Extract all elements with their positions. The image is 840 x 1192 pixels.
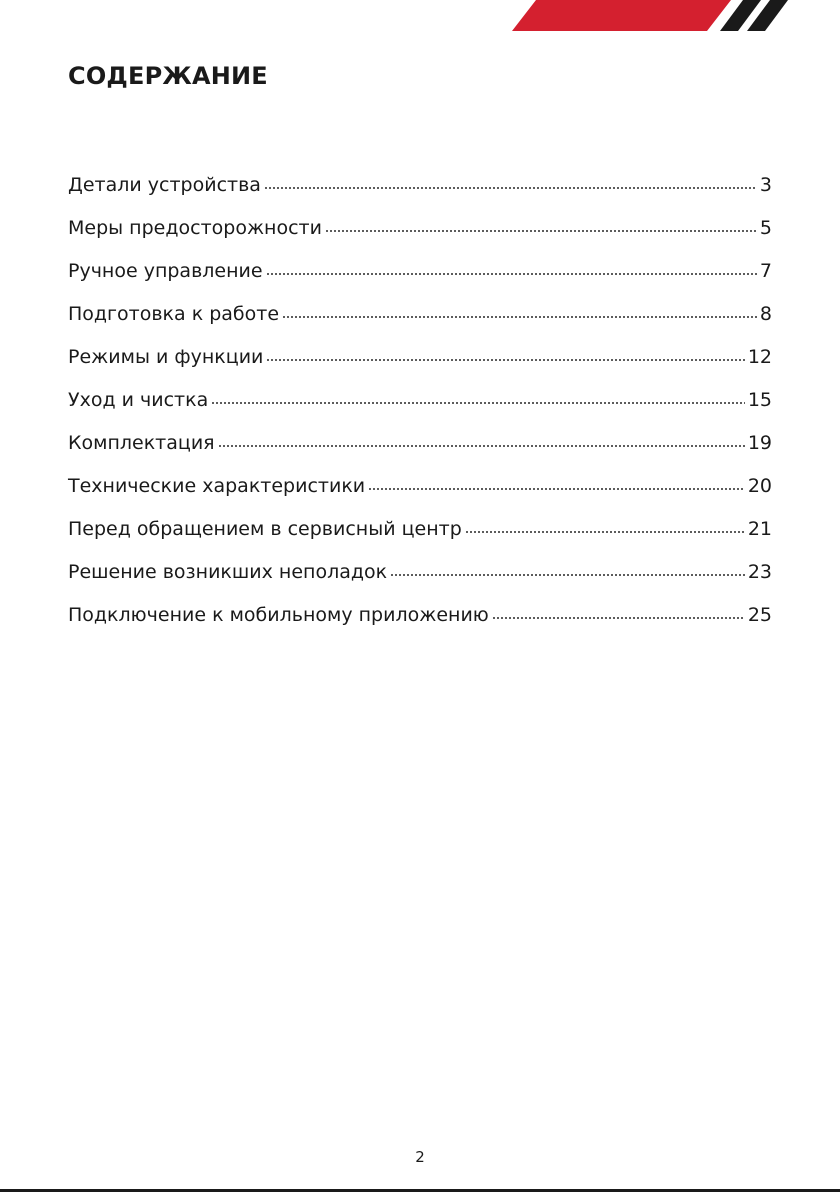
toc-entry-label: Подготовка к работе: [68, 303, 280, 325]
toc-dot-leader: [492, 615, 745, 621]
toc-entry-page: 3: [759, 174, 772, 196]
toc-entry-label: Детали устройства: [68, 174, 261, 196]
toc-dot-leader: [282, 314, 757, 320]
corner-stripes-decoration: [0, 0, 840, 40]
table-of-contents: [68, 164, 772, 637]
page-number: 2: [415, 1148, 425, 1166]
toc-dot-leader: [390, 572, 745, 578]
toc-entry-label: Режимы и функции: [68, 346, 264, 368]
toc-dot-leader: [211, 400, 745, 406]
toc-entry: [68, 508, 772, 551]
toc-entry: [68, 465, 772, 508]
toc-entry: [68, 594, 772, 637]
toc-entry-page: 12: [747, 346, 772, 368]
toc-entry: [68, 250, 772, 293]
toc-entry: [68, 293, 772, 336]
toc-entry: [68, 164, 772, 207]
toc-entry-page: 21: [747, 518, 772, 540]
toc-entry-page: 20: [747, 475, 772, 497]
toc-dot-leader: [266, 357, 744, 363]
toc-entry-page: 8: [759, 303, 772, 325]
toc-entry: [68, 422, 772, 465]
toc-entry-label: Подключение к мобильному приложению: [68, 604, 489, 626]
toc-dot-leader: [325, 228, 757, 234]
toc-entry: [68, 336, 772, 379]
toc-entry-label: Решение возникших неполадок: [68, 561, 388, 583]
toc-entry-page: 15: [747, 389, 772, 411]
toc-dot-leader: [266, 271, 757, 277]
toc-entry-label: Перед обращением в сервисный центр: [68, 518, 462, 540]
toc-entry-label: Меры предосторожности: [68, 217, 322, 239]
toc-dot-leader: [368, 486, 745, 492]
toc-dot-leader: [264, 185, 757, 191]
toc-entry: [68, 207, 772, 250]
toc-entry-label: Ручное управление: [68, 260, 263, 282]
toc-entry-label: Технические характеристики: [68, 475, 366, 497]
toc-entry-page: 19: [747, 432, 772, 454]
toc-entry-page: 5: [759, 217, 772, 239]
toc-entry-page: 23: [747, 561, 772, 583]
toc-entry-page: 25: [747, 604, 772, 626]
toc-entry: [68, 551, 772, 594]
toc-entry-page: 7: [759, 260, 772, 282]
toc-entry-label: Комплектация: [68, 432, 215, 454]
page-title: СОДЕРЖАНИЕ: [68, 62, 268, 90]
toc-dot-leader: [465, 529, 745, 535]
toc-entry-label: Уход и чистка: [68, 389, 209, 411]
toc-dot-leader: [218, 443, 745, 449]
red-stripe: [512, 0, 731, 31]
toc-entry: [68, 379, 772, 422]
